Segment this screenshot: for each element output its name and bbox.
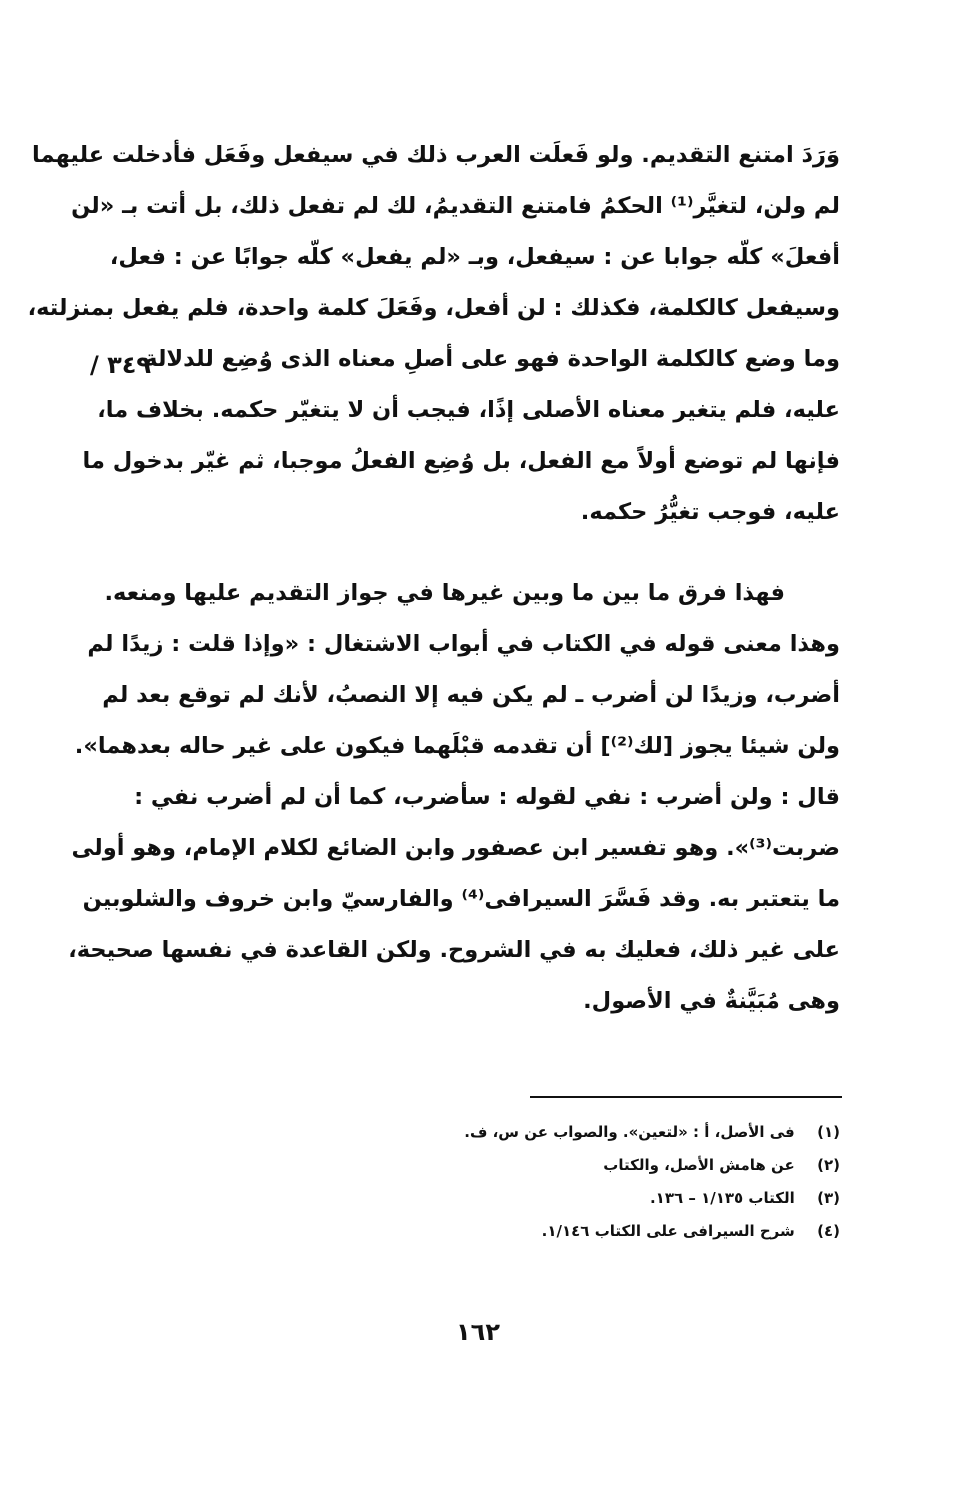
text-line: وما وضع كالكلمة الواحدة فهو على أصلِ معناه الذى وُضِع للدلالة — [144, 346, 840, 372]
footnote-number: (١) — [817, 1123, 840, 1141]
text-line: وهى مُبَيَّنةٌ في الأصول. — [583, 988, 840, 1014]
text-line: وهذا معنى قوله في الكتاب في أبواب الاشتغال : «وإذا قلت : زيدًا لم — [87, 631, 840, 657]
text-line: على غير ذلك، فعليك به في الشروح. ولكن القاعدة في نفسها صحيحة، — [68, 937, 840, 963]
text-line: فإنها لم توضع أولاً مع الفعل، بل وُضِع الفعلُ موجبا، ثم غيّر بدخول ما — [82, 448, 840, 474]
footnote-item — [430, 1116, 840, 1149]
footnote-separator — [530, 1096, 842, 1098]
paragraph-2 — [68, 568, 840, 1027]
footnote-number: (٤) — [817, 1222, 840, 1240]
text-line: أفعلَ» كلّه جوابا عن : سيفعل، وبـ «لم يفعل» كلّه جوابًا عن : فعل، — [109, 244, 840, 270]
paragraph-gap — [150, 538, 840, 568]
text-line: عليه، فوجب تغيُّرُ حكمه. — [580, 499, 840, 525]
footnote-text: شرح السيرافى على الكتاب ١/١٤٦. — [541, 1222, 795, 1240]
footnote-item — [430, 1149, 840, 1182]
footnote-number: (٣) — [817, 1189, 840, 1207]
footnote-text: عن هامش الأصل، والكتاب — [603, 1156, 795, 1174]
text-line: ولن شيئا يجوز [لك⁽²⁾] أن تقدمه قبْلَهما فيكون على غير حاله بعدهما». — [74, 733, 840, 759]
footnote-number: (٢) — [817, 1156, 840, 1174]
page-number: ١٦٢ — [456, 1318, 500, 1346]
text-line: وَرَدَ امتنع التقديم. ولو فَعلَت العرب ذلك في سيفعل وفَعَل فأدخلت عليهما — [32, 142, 840, 168]
marginal-reference: ٣٤٩ / — [90, 351, 152, 379]
text-line: أضرب، وزيدًا لن أضرب ـ لم يكن فيه إلا النصبُ، لأنك لم توقع بعد لم — [102, 682, 840, 708]
text-line: عليه، فلم يتغير معناه الأصلى إذًا، فيجب أن لا يتغيّر حكمه. بخلاف ما، — [97, 397, 840, 423]
footnotes — [430, 1116, 840, 1248]
text-line: ما يتعتبر به. وقد فَسَّرَ السيرافى⁽⁴⁾ والفارسيّ وابن خروف والشلوبين — [82, 886, 840, 912]
footnote-text: الكتاب ١/١٣٥ – ١٣٦. — [649, 1189, 795, 1207]
text-line: ضربت⁽³⁾». وهو تفسير ابن عصفور وابن الضائع لكلام الإمام، وهو أولى — [71, 835, 840, 861]
text-line: قال : ولن أضرب : نفي لقوله : سأضرب، كما أن لم أضرب نفي : — [134, 784, 840, 810]
text-line: فهذا فرق ما بين ما وبين غيرها في جواز التقديم عليها ومنعه. — [104, 580, 785, 606]
footnote-text: فى الأصل، أ : «لتعين». والصواب عن س، ف. — [464, 1123, 795, 1141]
footnote-item — [430, 1182, 840, 1215]
text-line: وسيفعل كالكلمة، فكذلك : لن أفعل، وفَعَلَ كلمة واحدة، فلم يفعل بمنزلته، — [27, 295, 840, 321]
footnote-item — [430, 1215, 840, 1248]
text-line: لم ولن، لتغيَّر⁽¹⁾ الحكمُ فامتنع التقديمُ، لك لم تفعل ذلك، بل أتت بـ «لن — [71, 193, 840, 219]
